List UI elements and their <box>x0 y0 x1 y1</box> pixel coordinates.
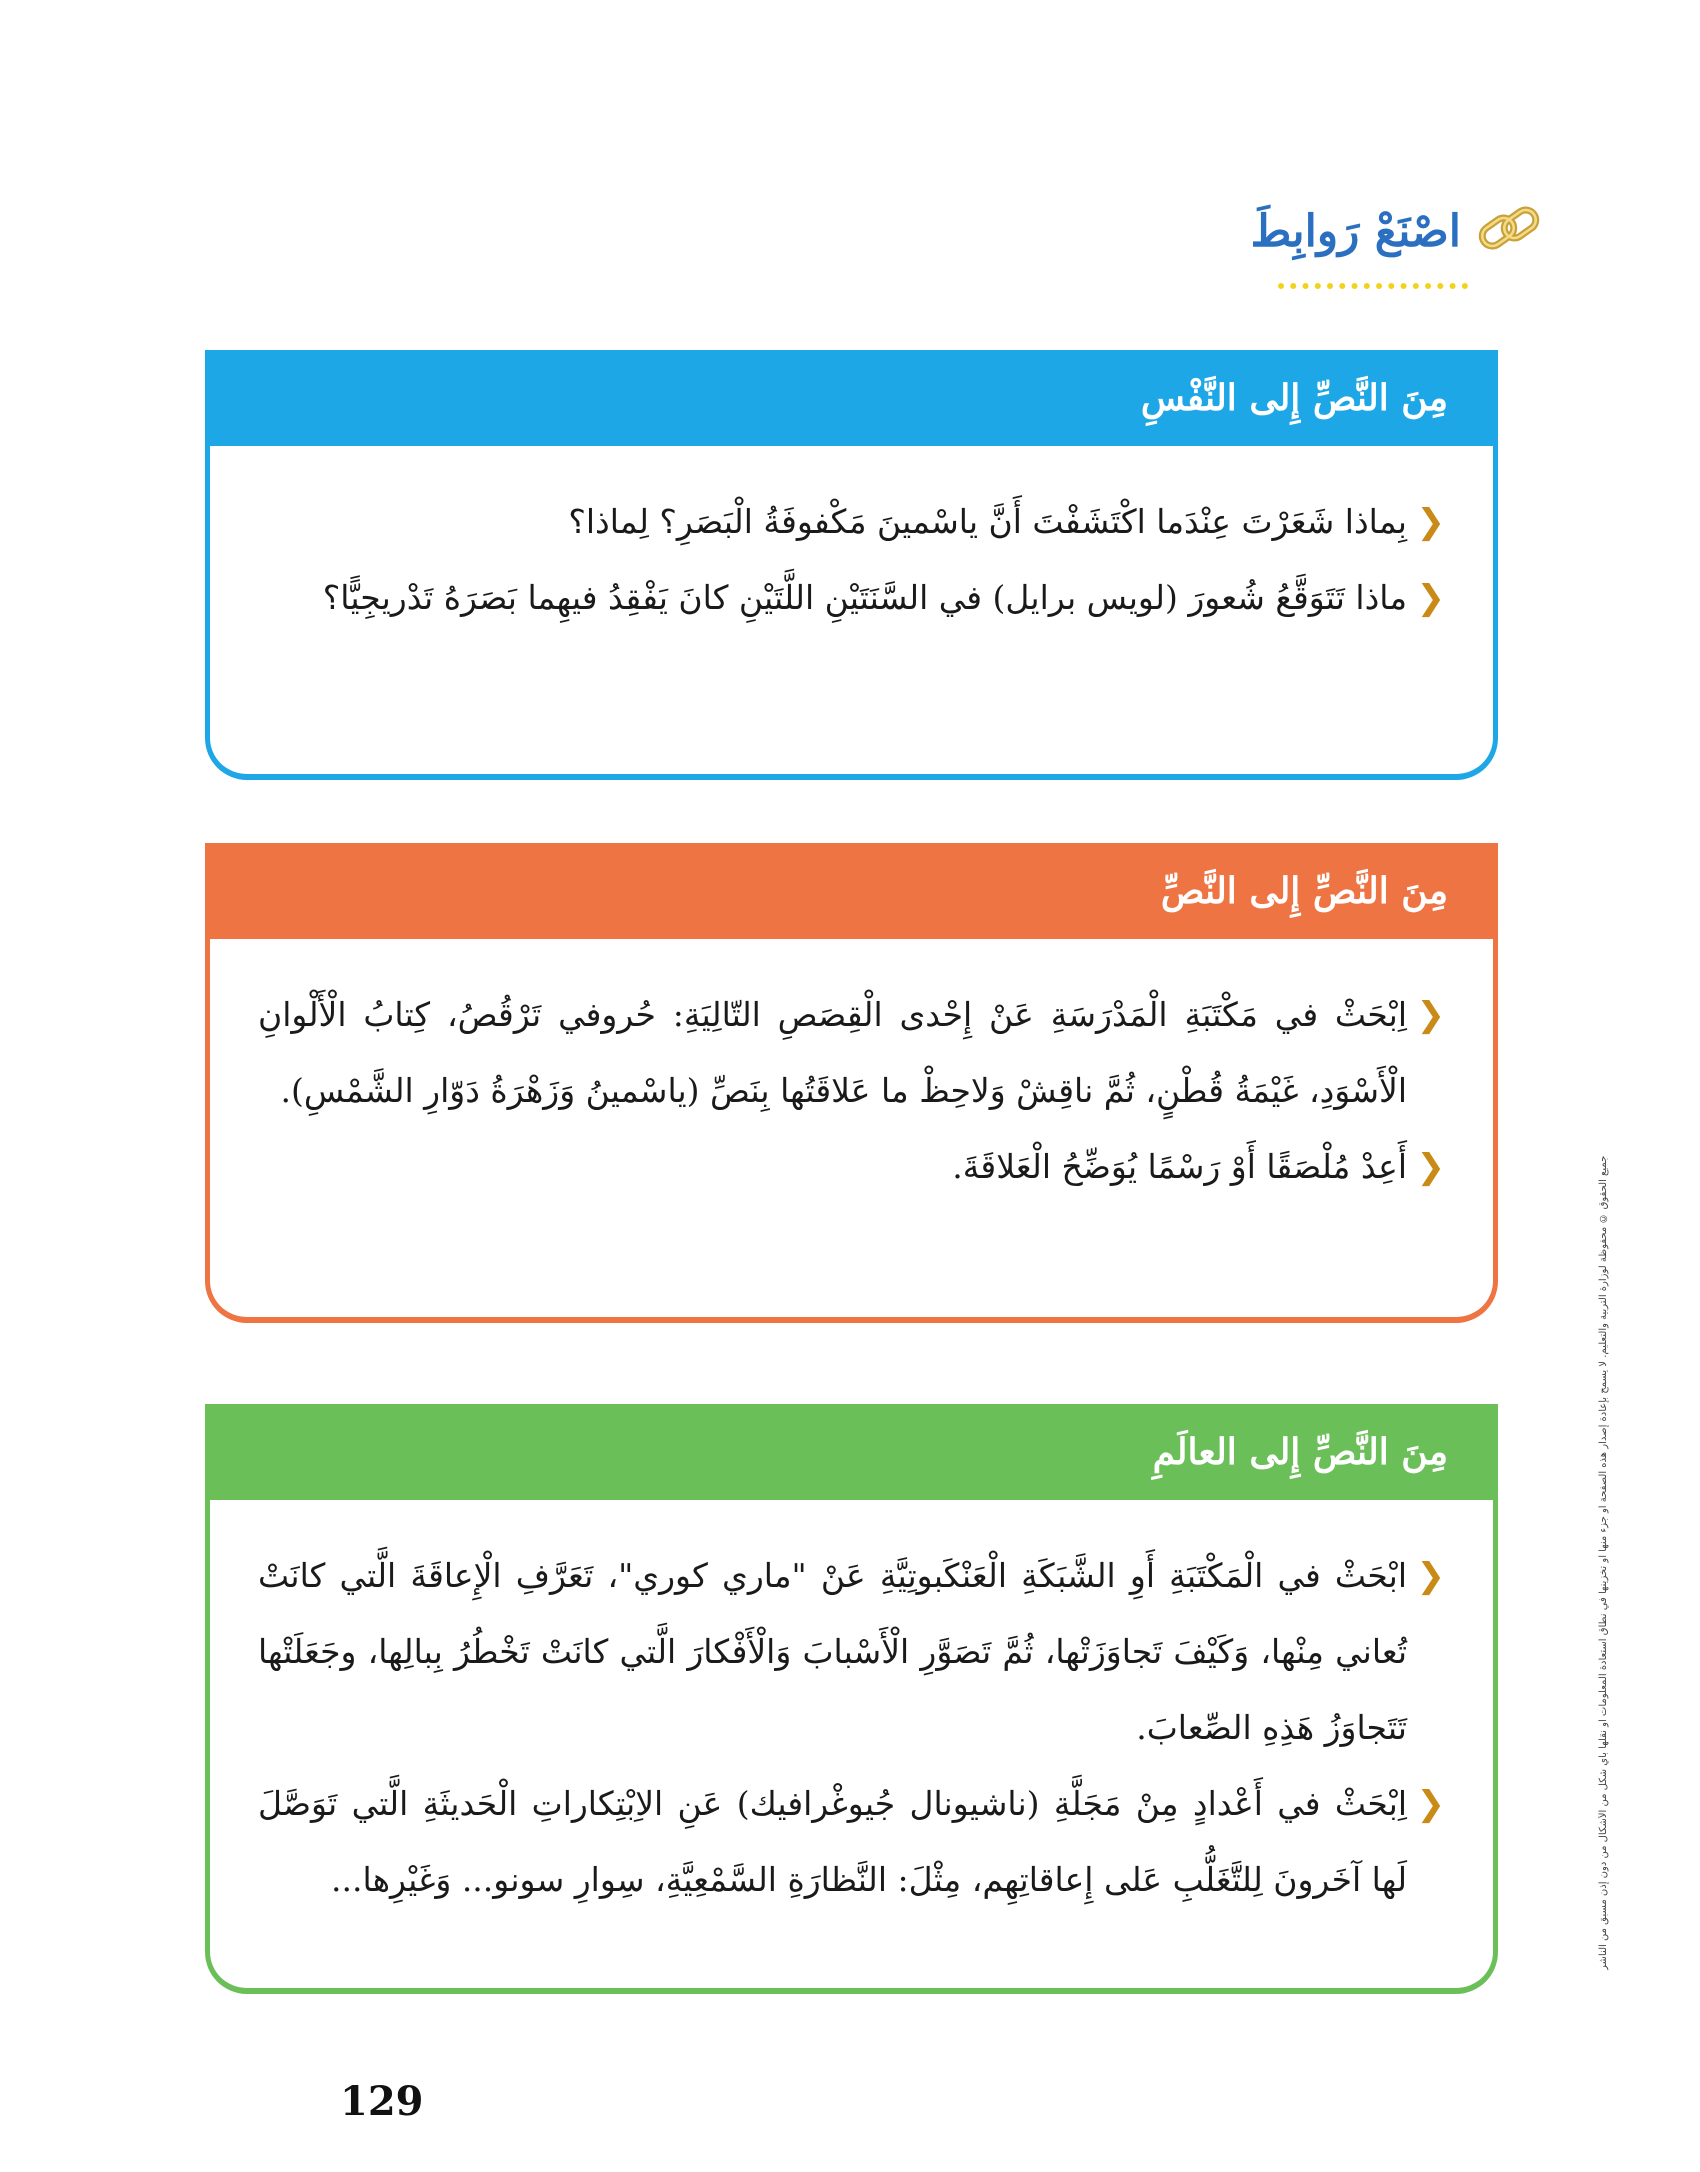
text-to-world-box <box>205 1404 1498 1994</box>
heading-underline <box>1278 277 1468 289</box>
chevron-left-icon: ❮ <box>1416 502 1445 542</box>
box-body <box>210 1500 1493 1918</box>
text-to-self-box <box>205 350 1498 780</box>
activity-item <box>258 977 1445 1129</box>
copyright-side-note: جميع الحقوق © محفوظة لوزارة التربية والتعليم. لا يسمح بإعادة إصدار هذه الصفحة أو جزء منها أو تخزينها في نطاق استعادة المعلومات أو نقلها بأي شكل من الأشكال من دون إذن مسبق من الناشر <box>1598 1155 1609 1970</box>
box-header <box>205 350 1498 446</box>
chevron-left-icon: ❮ <box>1416 1147 1445 1187</box>
activity-text: ابْحَثْ في الْمَكْتَبَةِ أَوِ الشَّبَكَةِ الْعَنْكَبوتِيَّةِ عَنْ "ماري كوري"، تَعَرَّفِ الْإِعاقَةَ الَّتي كانَتْ تُعاني مِنْها، وَكَيْفَ تَجاوَزَتْها، ثُمَّ تَصَوَّرِ الْأَسْبابَ وَالْأَفْكارَ الَّتي كانَتْ تَخْطُرُ بِبالِها، وجَعَلَتْها تَتَجاوَزُ هَذِهِ الصِّعابَ. <box>258 1556 1407 1747</box>
box-body <box>210 939 1493 1205</box>
activity-text: اِبْحَثْ في أَعْدادٍ مِنْ مَجَلَّةِ (ناشيونال جُيوغْرافيك) عَنِ الاِبْتِكاراتِ الْحَديثَةِ الَّتي تَوَصَّلَ لَها آخَرونَ لِلتَّغَلُّبِ عَلى إِعاقاتِهِم، مِثْلَ: النَّظارَةِ السَّمْعِيَّةِ، سِوارِ سونو... وَغَيْرِها... <box>258 1784 1407 1899</box>
section-heading <box>1251 200 1545 264</box>
activity-text: أَعِدْ مُلْصَقًا أَوْ رَسْمًا يُوَضِّحُ الْعَلاقَةَ. <box>952 1147 1407 1186</box>
box-header <box>205 1404 1498 1500</box>
text-to-text-box <box>205 843 1498 1323</box>
chevron-left-icon: ❮ <box>1416 995 1445 1035</box>
chevron-left-icon: ❮ <box>1416 578 1445 618</box>
box-body <box>210 446 1493 636</box>
question-item <box>258 484 1445 560</box>
heading-title: اصْنَعْ رَوابِطَ <box>1250 206 1461 257</box>
chevron-left-icon: ❮ <box>1416 1784 1445 1824</box>
text-to-self-title: مِنَ النَّصِّ إِلى النَّفْسِ <box>1140 377 1448 419</box>
box-header <box>205 843 1498 939</box>
question-text: بِماذا شَعَرْتَ عِنْدَما اكْتَشَفْتَ أَنَّ ياسْمينَ مَكْفوفَةُ الْبَصَرِ؟ لِماذا؟ <box>568 502 1407 541</box>
activity-text: اِبْحَثْ في مَكْتَبَةِ الْمَدْرَسَةِ عَنْ إِحْدى الْقِصَصِ التّالِيَةِ: حُروفي تَرْقُصُ، كِتابُ الْأَلْوانِ الْأَسْوَدِ، غَيْمَةُ قُطْنٍ، ثُمَّ ناقِشْ وَلاحِظْ ما عَلاقَتُها بِنَصِّ (ياسْمينُ وَزَهْرَةُ دَوّارِ الشَّمْسِ). <box>258 995 1407 1110</box>
activity-item <box>258 1129 1445 1205</box>
question-item <box>258 560 1445 636</box>
activity-item <box>258 1538 1445 1766</box>
question-text: ماذا تَتَوَقَّعُ شُعورَ (لويس برايل) في السَّنَتَيْنِ اللَّتَيْنِ كانَ يَفْقِدُ فيهِما بَصَرَهُ تَدْريجِيًّا؟ <box>322 578 1407 617</box>
chevron-left-icon: ❮ <box>1416 1556 1445 1596</box>
activity-item <box>258 1766 1445 1918</box>
chain-link-icon <box>1475 200 1545 264</box>
text-to-world-title: مِنَ النَّصِّ إِلى العالَمِ <box>1152 1431 1448 1473</box>
page-number: 129 <box>340 2078 424 2125</box>
text-to-text-title: مِنَ النَّصِّ إِلى النَّصِّ <box>1160 870 1448 912</box>
